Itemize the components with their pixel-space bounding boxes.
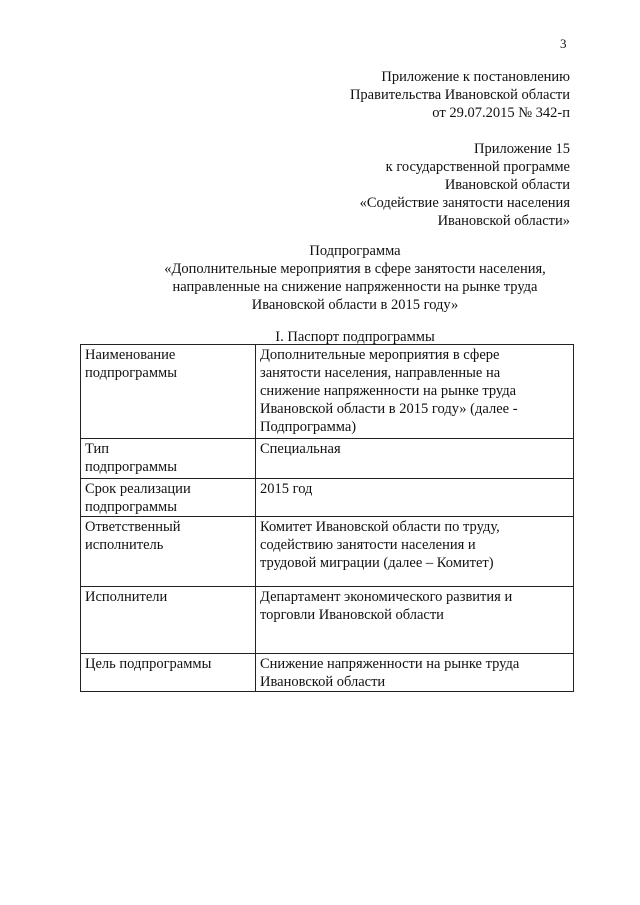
approval-reference <box>350 68 570 122</box>
title-line: «Дополнительные мероприятия в сфере занятости населения, <box>164 261 546 277</box>
row-value: Комитет Ивановской области по труду, содействию занятости населения и трудовой миграции (далее – Комитет) <box>256 517 574 587</box>
appendix-line: Ивановской области» <box>437 213 570 229</box>
document-title <box>0 242 640 314</box>
appendix-line: к государственной программе <box>385 159 570 175</box>
section-title: I. Паспорт подпрограммы <box>275 329 435 345</box>
title-line: направленные на снижение напряженности на рынке труда <box>172 279 538 295</box>
title-line: Подпрограмма <box>309 243 401 259</box>
row-label: Тип подпрограммы <box>81 439 256 479</box>
table-row <box>81 517 574 587</box>
row-label: Ответственный исполнитель <box>81 517 256 587</box>
approval-line: Правительства Ивановской области <box>349 87 570 103</box>
row-value: Дополнительные мероприятия в сфере занятости населения, направленные на снижение напряженности на рынке труда Ивановской области в 2015 году» (далее - Подпрограмма) <box>256 345 574 439</box>
appendix-line: Ивановской области <box>444 177 570 193</box>
row-label: Срок реализации подпрограммы <box>81 479 256 517</box>
table-row <box>81 479 574 517</box>
title-line: Ивановской области в 2015 году» <box>251 297 459 313</box>
page-number: 3 <box>560 36 567 51</box>
row-value: 2015 год <box>256 479 574 517</box>
row-value: Снижение напряженности на рынке труда Ивановской области <box>256 654 574 692</box>
approval-line: от 29.07.2015 № 342-п <box>432 105 570 121</box>
row-label: Исполнители <box>81 587 256 654</box>
appendix-line: Приложение 15 <box>474 141 570 157</box>
appendix-line: «Содействие занятости населения <box>359 195 570 211</box>
row-value: Департамент экономического развития и торговли Ивановской области <box>256 587 574 654</box>
table-row <box>81 345 574 439</box>
table-row <box>81 439 574 479</box>
row-label: Цель подпрограммы <box>81 654 256 692</box>
appendix-reference <box>360 140 570 230</box>
approval-line: Приложение к постановлению <box>381 69 570 85</box>
table-row <box>81 587 574 654</box>
table-row <box>81 654 574 692</box>
row-value: Специальная <box>256 439 574 479</box>
row-label: Наименование подпрограммы <box>81 345 256 439</box>
passport-table <box>80 344 574 692</box>
